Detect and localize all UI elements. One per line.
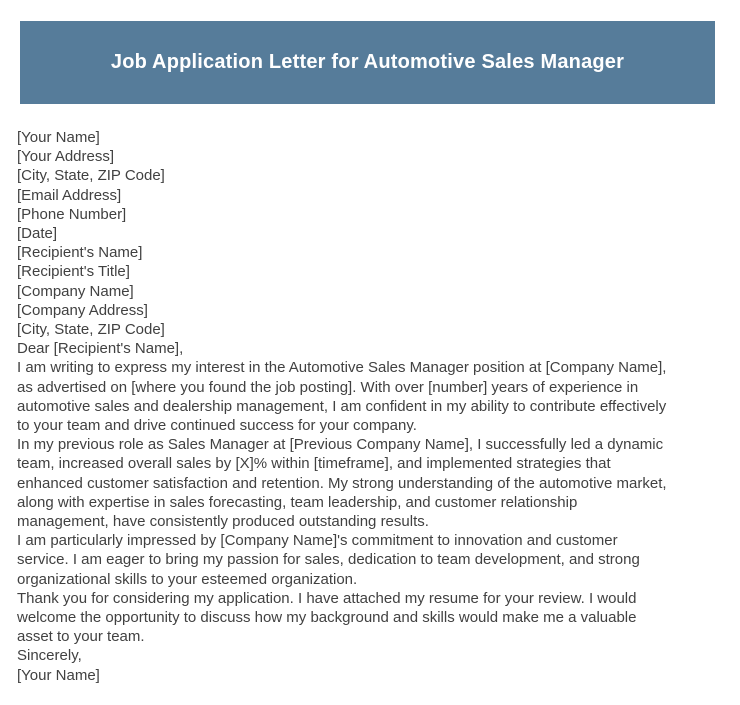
letter-line: service. I am eager to bring my passion for sales, dedication to team development, and strong: [17, 551, 640, 569]
letter-line: management, have consistently produced outstanding results.: [17, 513, 429, 531]
letter-line: In my previous role as Sales Manager at [Previous Company Name], I successfully led a dynamic: [17, 436, 664, 454]
letter-line: to your team and drive continued success for your company.: [17, 417, 417, 435]
letter-line: [Your Address]: [17, 148, 115, 166]
letter-line: [Recipient's Title]: [17, 263, 130, 281]
letter-line: [Company Name]: [17, 282, 134, 300]
letter-line: welcome the opportunity to discuss how my background and skills would make me a valuable: [17, 609, 637, 627]
letter-line: automotive sales and dealership management, I am confident in my ability to contribute effectively: [17, 397, 667, 415]
document-header-band: [20, 21, 715, 104]
letter-line: [Recipient's Name]: [17, 244, 143, 262]
letter-line: [Your Name]: [17, 666, 100, 684]
letter-line: Thank you for considering my application. I have attached my resume for your review. I would: [17, 589, 637, 607]
letter-line: along with expertise in sales forecasting, team leadership, and customer relationship: [17, 493, 578, 511]
letter-line: [Company Address]: [17, 301, 148, 319]
document-title: Job Application Letter for Automotive Sales Manager: [110, 51, 625, 73]
letter-line: I am particularly impressed by [Company Name]'s commitment to innovation and customer: [17, 532, 618, 550]
letter-body: [17, 128, 740, 685]
letter-line: organizational skills to your esteemed organization.: [17, 570, 358, 588]
letter-line: [Your Name]: [17, 129, 100, 146]
letter-line: [Phone Number]: [17, 205, 127, 223]
letter-line: asset to your team.: [17, 628, 145, 646]
letter-line: [City, State, ZIP Code]: [17, 321, 165, 339]
letter-line: [City, State, ZIP Code]: [17, 167, 165, 185]
letter-line: as advertised on [where you found the job posting]. With over [number] years of experience in: [17, 378, 639, 396]
letter-line: enhanced customer satisfaction and retention. My strong understanding of the automotive market,: [17, 474, 667, 492]
letter-line: [Email Address]: [17, 186, 122, 204]
letter-line: Sincerely,: [17, 647, 82, 665]
letter-line: Dear [Recipient's Name],: [17, 340, 184, 358]
letter-line: team, increased overall sales by [X]% within [timeframe], and implemented strategies that: [17, 455, 611, 473]
letter-line: I am writing to express my interest in the Automotive Sales Manager position at [Company Name],: [17, 359, 667, 377]
letter-line: [Date]: [17, 225, 58, 243]
